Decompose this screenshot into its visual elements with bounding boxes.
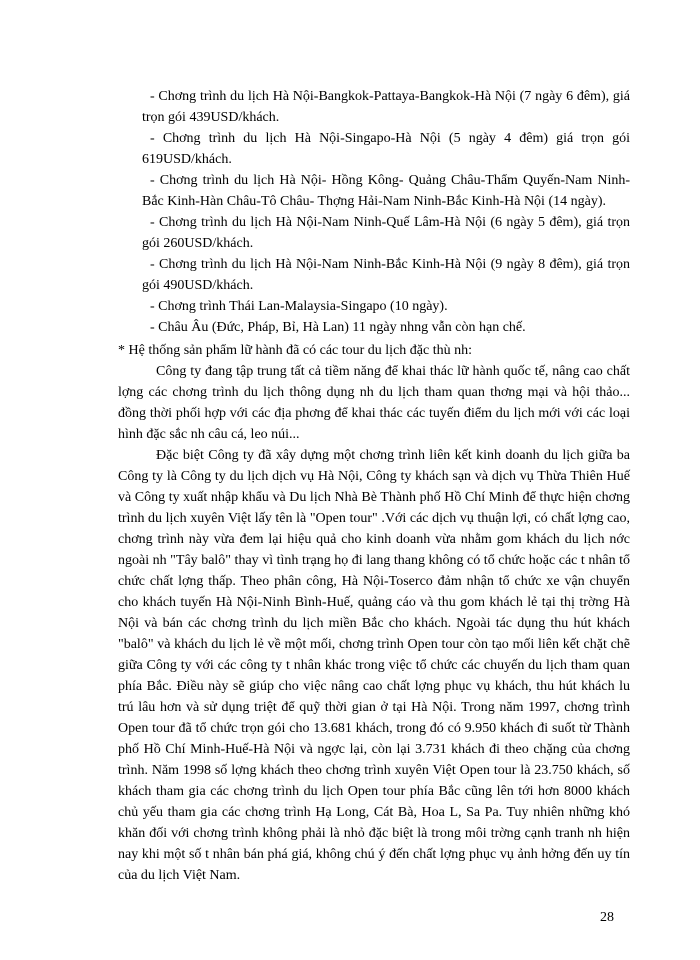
tour-item: - Châu Âu (Đức, Pháp, Bỉ, Hà Lan) 11 ngày nhng vẫn còn hạn chế. (150, 320, 526, 335)
tour-item: - Chơng trình du lịch Hà Nội- Hồng Kông- Quảng Châu-Thẩm Quyến-Nam Ninh- Bắc Kinh-Hàn Châu-Tô Châu- Thợng Hải-Nam Ninh-Bắc Kinh-Hà Nội (14 ngày). (142, 173, 630, 209)
tour-list (142, 86, 630, 338)
section-heading: * Hệ thống sản phẩm lữ hành đã có các tour du lịch đặc thù nh: (118, 343, 472, 358)
body-paragraph: Công ty đang tập trung tất cả tiềm năng để khai thác lữ hành quốc tế, nâng cao chất lợng các chơng trình du lịch thông dụng nh du lịch tham quan thơng mại và hội thảo... đồng thời phối hợp với các địa phơng để khai thác các tuyến điểm du lịch mới với các loại hình đặc sắc nh câu cá, leo núi... (118, 364, 630, 442)
tour-item: - Chơng trình du lịch Hà Nội-Nam Ninh-Quế Lâm-Hà Nội (6 ngày 5 đêm), giá trọn gói 260USD/khách. (142, 215, 630, 251)
tour-item: - Chơng trình du lịch Hà Nội-Singapo-Hà Nội (5 ngày 4 đêm) giá trọn gói 619USD/khách. (142, 131, 630, 167)
body-paragraph: Đặc biệt Công ty đã xây dựng một chơng trình liên kết kinh doanh du lịch giữa ba Công ty là Công ty du lịch dịch vụ Hà Nội, Công ty khách sạn và dịch vụ Thừa Thiên Huế và Công ty xuất nhập khẩu và Du lịch Nhà Bè Thành phố Hồ Chí Minh để thực hiện chơng trình du lịch xuyên Việt lấy tên là "Open tour" .Với các dịch vụ thuận lợi, có chất lợng cao, chơng trình này vừa đem lại hiệu quả cho kinh doanh vừa nhằm gom khách du lịch nớc ngoài nh "Tây balô" thay vì tình trạng họ đi lang thang không có tổ chức hoặc các t nhân tổ chức chất lợng thấp. Theo phân công, Hà Nội-Toserco đảm nhận tổ chức xe vận chuyển cho khách tuyến Hà Nội-Ninh Bình-Huế, quảng cáo và thu gom khách lẻ tại thị trờng Hà Nội và bán các chơng trình du lịch miền Bắc cho khách. Ngoài tác dụng thu hút khách "balô" và khách du lịch lẻ về một mối, chơng trình Open tour còn tạo mối liên kết chặt chẽ giữa Công ty với các công ty t nhân khác trong việc tổ chức các chuyến du lịch tham quan phía Bắc. Điều này sẽ giúp cho việc nâng cao chất lợng phục vụ khách, thu hút khách lu trú lâu hơn và sử dụng triệt để quỹ thời gian ở tại Hà Nội. Trong năm 1997, chơng trình Open tour đã tổ chức trọn gói cho 13.681 khách, trong đó có 9.950 khách đi suốt từ Thành phố Hồ Chí Minh-Huế-Hà Nội và ngợc lại, còn lại 3.731 khách đi theo chặng của chơng trình. Năm 1998 số lợng khách theo chơng trình xuyên Việt Open tour là 23.750 khách, số khách tham gia các chơng trình du lịch Open tour phía Bắc cũng lên tới hơn 8000 khách chủ yếu tham gia các chơng trình Hạ Long, Cát Bà, Hoa L, Sa Pa. Tuy nhiên những khó khăn đối với chơng trình không phải là nhỏ đặc biệt là trong môi trờng cạnh tranh nh hiện nay khi một số t nhân bán phá giá, không chú ý đến chất lợng phục vụ ảnh hởng đến uy tín của du lịch Việt Nam. (118, 448, 630, 883)
tour-item: - Chơng trình Thái Lan-Malaysia-Singapo (10 ngày). (150, 299, 448, 314)
tour-item: - Chơng trình du lịch Hà Nội-Nam Ninh-Bắc Kinh-Hà Nội (9 ngày 8 đêm), giá trọn gói 490USD/khách. (142, 257, 630, 293)
tour-item: - Chơng trình du lịch Hà Nội-Bangkok-Pattaya-Bangkok-Hà Nội (7 ngày 6 đêm), giá trọn gói 439USD/khách. (142, 89, 630, 125)
page-number: 28 (600, 910, 614, 925)
special-tours-section (118, 340, 630, 886)
